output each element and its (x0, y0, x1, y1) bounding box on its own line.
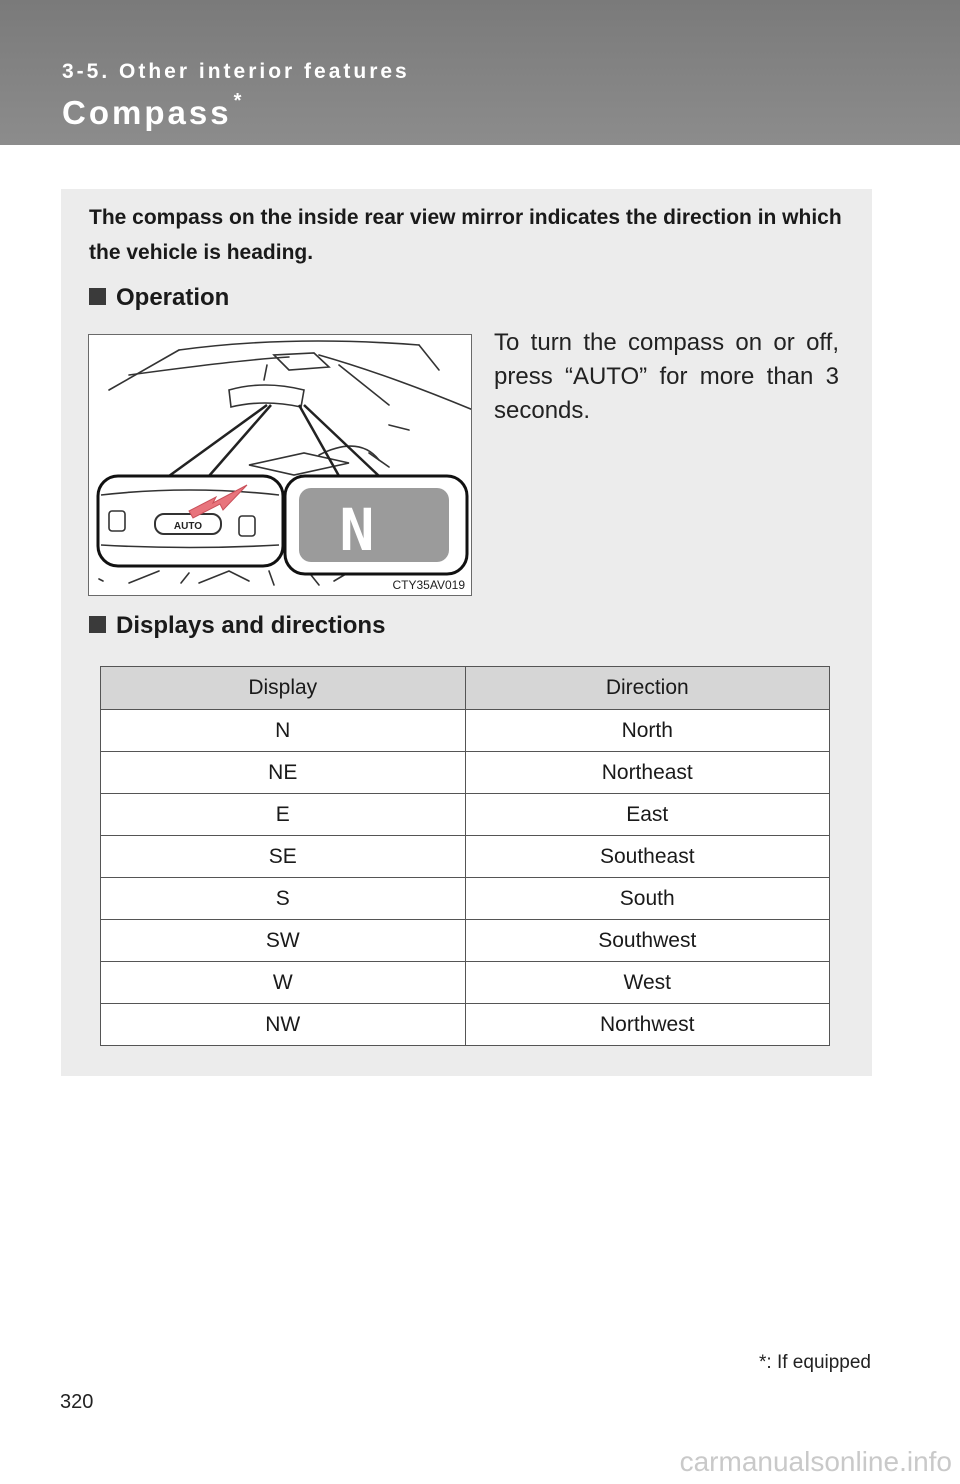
intro-text: The compass on the inside rear view mirror indicates the direction in which the vehicle is heading. (89, 206, 842, 264)
direction-cell: East (465, 794, 830, 836)
direction-cell: Northwest (465, 1004, 830, 1046)
operation-heading-text: Operation (116, 284, 230, 311)
footnote: *: If equipped (759, 1352, 871, 1373)
table-row (101, 752, 830, 794)
auto-button-label: AUTO (173, 521, 203, 532)
displays-heading (89, 612, 385, 640)
direction-cell: Southwest (465, 920, 830, 962)
table-header-row (101, 667, 830, 710)
display-cell: SW (101, 920, 466, 962)
display-letter: N (339, 496, 375, 564)
mirror-illustration (88, 334, 472, 596)
displays-heading-text: Displays and directions (116, 612, 386, 639)
display-cell: SE (101, 836, 466, 878)
chapter-header (0, 0, 960, 145)
page-number: 320 (60, 1391, 94, 1413)
display-cell: NW (101, 1004, 466, 1046)
watermark: carmanualsonline.info (679, 1446, 952, 1477)
direction-cell: Northeast (465, 752, 830, 794)
square-bullet-icon (89, 288, 106, 305)
table-row (101, 962, 830, 1004)
operation-heading (89, 284, 229, 312)
table-row (101, 710, 830, 752)
column-header-direction: Direction (465, 667, 830, 710)
display-cell: W (101, 962, 466, 1004)
table-row (101, 1004, 830, 1046)
directions-table (100, 666, 830, 1046)
column-header-display: Display (101, 667, 466, 710)
direction-cell: North (465, 710, 830, 752)
figure-code: CTY35AV019 (392, 578, 465, 592)
page-title (62, 90, 245, 132)
section-label: 3-5. Other interior features (62, 60, 410, 83)
mirror-line-art (89, 335, 472, 596)
operation-text: To turn the compass on or off, press “AUTO” for more than 3 seconds. (494, 329, 839, 424)
direction-cell: West (465, 962, 830, 1004)
display-cell: E (101, 794, 466, 836)
display-cell: S (101, 878, 466, 920)
display-cell: NE (101, 752, 466, 794)
table-row (101, 836, 830, 878)
direction-cell: Southeast (465, 836, 830, 878)
display-cell: N (101, 710, 466, 752)
table-row (101, 878, 830, 920)
direction-cell: South (465, 878, 830, 920)
square-bullet-icon (89, 616, 106, 633)
table-row (101, 920, 830, 962)
if-equipped-mark: * (233, 90, 245, 112)
table-row (101, 794, 830, 836)
page-title-text: Compass (62, 94, 232, 131)
